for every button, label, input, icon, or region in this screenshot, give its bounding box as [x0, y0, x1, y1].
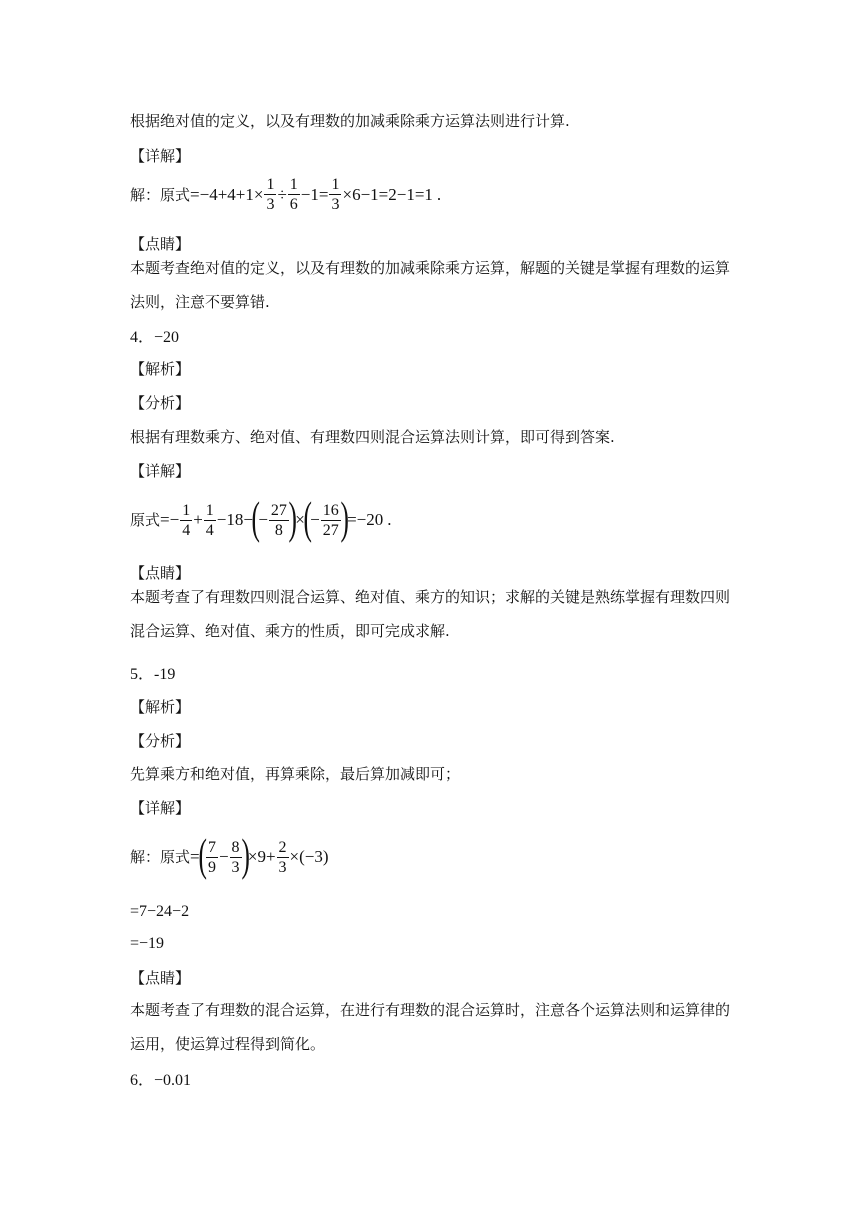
fraction — [230, 838, 242, 877]
q4-detail-heading: 【详解】 — [130, 462, 191, 480]
numerator: 1 — [289, 176, 298, 193]
q4-parse-heading: 【解析】 — [130, 360, 191, 378]
fraction — [269, 501, 289, 540]
q5-parse-heading: 【解析】 — [130, 698, 191, 716]
right-paren: ) — [240, 829, 250, 880]
eq-operator: − — [218, 847, 229, 866]
q5-step-2: =7−24−2 — [130, 903, 190, 920]
eq-operator: + — [193, 510, 203, 529]
left-paren: ( — [303, 492, 312, 543]
eq-lead: 原式 — [130, 511, 161, 529]
eq-end: . — [387, 510, 392, 529]
fraction — [264, 175, 276, 214]
numerator: 27 — [270, 501, 287, 519]
eq-part: =− — [160, 510, 180, 529]
q4-analysis-text: 根据有理数乘方、绝对值、有理数四则混合运算法则计算，即可得到答案. — [130, 428, 615, 446]
denominator: 6 — [289, 196, 298, 213]
denominator: 9 — [207, 858, 216, 876]
q4-comment-text: 本题考查了有理数四则混合运算、绝对值、乘方的知识；求解的关键是熟练掌握有理数四则混合运算、绝对值、乘方的性质，即可完成求解. — [130, 588, 731, 640]
denominator: 4 — [205, 521, 214, 539]
q3-solution-equation — [130, 175, 441, 214]
q5-analysis-heading: 【分析】 — [130, 732, 191, 750]
minus-sign: − — [258, 510, 268, 529]
eq-part: =−20 — [347, 510, 384, 529]
eq-part: ×9+ — [247, 847, 276, 866]
eq-part: −1= — [300, 184, 329, 204]
q4-analysis-heading: 【分析】 — [130, 394, 191, 412]
left-paren: ( — [198, 829, 207, 880]
fraction — [180, 501, 192, 540]
right-paren: ) — [340, 492, 349, 543]
q5-answer: 5．-19 — [130, 666, 176, 683]
numerator: 8 — [231, 838, 240, 856]
q4-solution-equation — [130, 492, 392, 543]
numerator: 1 — [331, 176, 340, 193]
denominator: 8 — [274, 521, 283, 539]
left-paren: ( — [251, 492, 260, 543]
numerator: 1 — [266, 176, 275, 193]
fraction — [329, 175, 341, 214]
denominator: 4 — [182, 521, 191, 539]
eq-part: =−4+4+1× — [190, 184, 264, 204]
fraction — [321, 501, 341, 540]
eq-operator: × — [295, 510, 305, 529]
denominator: 3 — [278, 858, 287, 876]
eq-end: . — [436, 184, 442, 204]
denominator: 3 — [331, 196, 340, 213]
numerator: 7 — [207, 838, 216, 856]
numerator: 1 — [182, 501, 191, 519]
eq-operator: ÷ — [277, 184, 287, 204]
fraction — [206, 838, 218, 877]
q6-answer: 6．−0.01 — [130, 1072, 192, 1089]
eq-part: ×(−3) — [289, 847, 329, 866]
numerator: 1 — [205, 501, 214, 519]
fraction — [288, 175, 300, 214]
numerator: 2 — [278, 838, 287, 856]
q3-comment-heading: 【点睛】 — [130, 235, 191, 253]
eq-lead: 解：原式 — [130, 848, 191, 866]
q3-analysis-text: 根据绝对值的定义，以及有理数的加减乘除乘方运算法则进行计算. — [130, 112, 570, 130]
q4-answer: 4．−20 — [130, 329, 180, 346]
q4-comment-heading: 【点睛】 — [130, 564, 191, 582]
right-paren: ) — [288, 492, 297, 543]
eq-part: ×6−1=2−1=1 — [342, 184, 433, 204]
denominator: 27 — [322, 521, 339, 539]
q5-solution-equation — [130, 829, 329, 880]
q3-detail-heading: 【详解】 — [130, 147, 191, 165]
denominator: 3 — [266, 196, 275, 213]
q3-comment-text: 本题考查绝对值的定义，以及有理数的加减乘除乘方运算，解题的关键是掌握有理数的运算法则，注意不要算错. — [130, 259, 731, 311]
fraction — [277, 838, 289, 877]
fraction — [204, 501, 216, 540]
eq-part: −18− — [216, 510, 253, 529]
numerator: 16 — [322, 501, 339, 519]
q5-detail-heading: 【详解】 — [130, 799, 191, 817]
q5-comment-heading: 【点睛】 — [130, 969, 191, 987]
minus-sign: − — [310, 510, 320, 529]
eq-part: = — [190, 847, 200, 866]
denominator: 3 — [231, 858, 240, 876]
q5-analysis-text: 先算乘方和绝对值，再算乘除，最后算加减即可； — [130, 765, 461, 783]
q5-step-3: =−19 — [130, 935, 165, 952]
q5-comment-text: 本题考查了有理数的混合运算，在进行有理数的混合运算时，注意各个运算法则和运算律的运用，使运算过程得到简化。 — [130, 1001, 731, 1053]
eq-lead: 解：原式 — [130, 185, 191, 204]
